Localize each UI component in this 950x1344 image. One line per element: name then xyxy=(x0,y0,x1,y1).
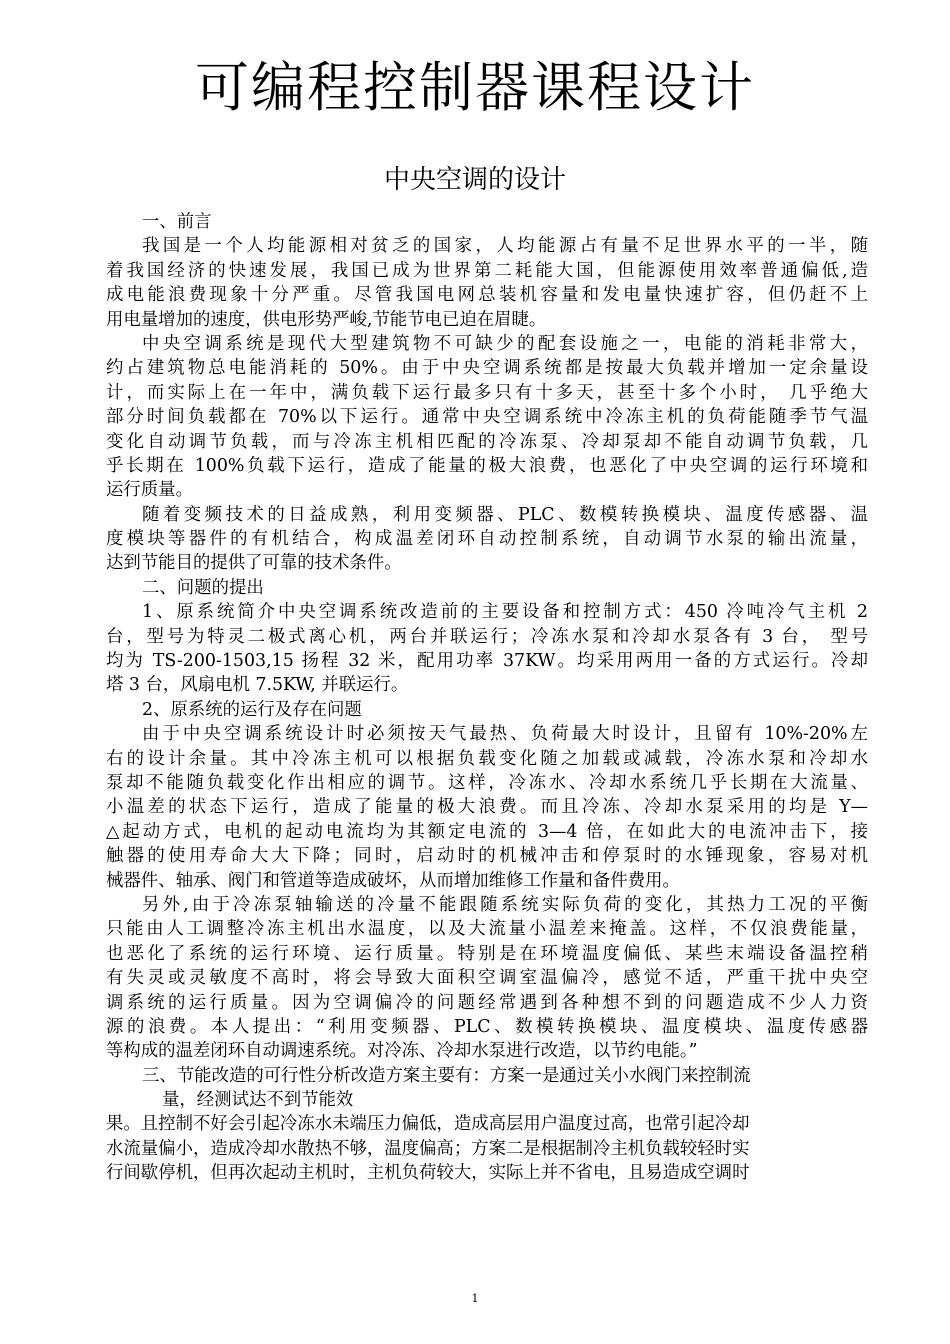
body-line: 度模块等器件的有机结合，构成温差闭环自动控制系统，自动调节水泵的输出流量， xyxy=(106,529,868,550)
document-title: 可编程控制器课程设计 xyxy=(195,56,755,119)
body-line: 2、原系统的运行及存在问题 xyxy=(142,699,362,720)
body-line: 三、节能改造的可行性分析改造方案主要有：方案一是通过关小水阀门来控制流 xyxy=(142,1065,751,1086)
body-line: 源的浪费。本人提出：“利用变频器、PLC、数模转换模块、温度模块、温度传感器 xyxy=(106,1016,868,1037)
body-line: 着我国经济的快速发展，我国已成为世界第二耗能大国，但能源使用效率普通偏低,造 xyxy=(106,260,868,281)
body-line: 变化自动调节负载，而与冷冻主机相匹配的冷冻泵、冷却泵却不能自动调节负载，几 xyxy=(106,431,868,452)
body-line: 塔 3 台，风扇电机 7.5KW, 并联运行。 xyxy=(106,675,409,696)
body-line: △起动方式，电机的起动电流均为其额定电流的 3—4 倍，在如此大的电流冲击下，接 xyxy=(106,821,868,842)
body-line: 部分时间负载都在 70%以下运行。通常中央空调系统中冷冻主机的负荷能随季节气温 xyxy=(106,407,868,428)
body-line: 右的设计余量。其中冷冻主机可以根据负载变化随之加载或减载，冷冻水泵和冷却水 xyxy=(106,748,868,769)
document-body xyxy=(106,210,868,1186)
body-line: 我国是一个人均能源相对贫乏的国家，人均能源占有量不足世界水平的一半，随 xyxy=(142,236,868,257)
body-line: 量，经测试达不到节能效 xyxy=(162,1090,354,1111)
body-line: 成电能浪费现象十分严重。尽管我国电网总装机容量和发电量快速扩容，但仍赶不上 xyxy=(106,285,868,306)
body-line: 随着变频技术的日益成熟，利用变频器、PLC、数模转换模块、温度传感器、温 xyxy=(142,504,868,525)
body-line: 小温差的状态下运行，造成了能量的极大浪费。而且冷冻、冷却水泵采用的均是 Y— xyxy=(106,797,868,818)
body-line: 由于中央空调系统设计时必须按天气最热、负荷最大时设计，且留有 10%-20%左 xyxy=(142,724,868,745)
body-line: 等构成的温差闭环自动调速系统。对冷冻、冷却水泵进行改造，以节约电能。” xyxy=(106,1041,698,1062)
body-line: 只能由人工调整冷冻主机出水温度，以及大流量小温差来掩盖。这样，不仅浪费能量， xyxy=(106,919,868,940)
body-line: 另外,由于冷冻泵轴输送的冷量不能跟随系统实际负荷的变化，其热力工况的平衡 xyxy=(142,894,868,915)
body-line: 一、前言 xyxy=(142,212,212,232)
body-line: 计，而实际上在一年中，满负载下运行最多只有十多天，甚至十多个小时， 几乎绝大 xyxy=(106,382,868,403)
body-line: 达到节能目的提供了可靠的技术条件。 xyxy=(106,553,402,574)
body-line: 运行质量。 xyxy=(106,480,193,501)
body-line: 中央空调系统是现代大型建筑物不可缺少的配套设施之一，电能的消耗非常大， xyxy=(142,333,868,354)
document-subtitle: 中央空调的设计 xyxy=(383,165,566,195)
body-line: 用电量增加的速度，供电形势严峻,节能节电已迫在眉睫。 xyxy=(106,309,547,330)
page-number: 1 xyxy=(471,1292,479,1305)
body-line: 均为 TS-200-1503,15 扬程 32 米，配用功率 37KW。均采用两用一备的方式运行。冷却 xyxy=(106,651,868,672)
body-line: 也恶化了系统的运行环境、运行质量。特别是在环境温度偏低、某些末端设备温控稍 xyxy=(106,943,868,964)
body-line: 触器的使用寿命大大下降；同时，启动时的机械冲击和停泵时的水锤现象，容易对机 xyxy=(106,846,868,867)
body-line: 泵却不能随负载变化作出相应的调节。这样，冷冻水、冷却水系统几乎长期在大流量、 xyxy=(106,772,868,793)
body-line: 1、原系统简介中央空调系统改造前的主要设备和控制方式：450 冷吨冷气主机 2 xyxy=(142,602,868,623)
body-line: 乎长期在 100%负载下运行，造成了能量的极大浪费，也恶化了中央空调的运行环境和 xyxy=(106,455,868,476)
body-line: 果。且控制不好会引起冷冻水未端压力偏低，造成高层用户温度过高，也常引起冷却 xyxy=(106,1114,750,1135)
body-line: 械器件、轴承、阀门和管道等造成破坏，从而增加维修工作量和备件费用。 xyxy=(106,870,680,891)
body-line: 调系统的运行质量。因为空调偏冷的问题经常遇到各种想不到的问题造成不少人力资 xyxy=(106,992,868,1013)
body-line: 二、问题的提出 xyxy=(142,577,264,598)
body-line: 行间歇停机，但再次起动主机时，主机负荷较大，实际上并不省电，且易造成空调时 xyxy=(106,1163,750,1184)
body-line: 有失灵或灵敏度不高时，将会导致大面积空调室温偏冷，感觉不适，严重干扰中央空 xyxy=(106,968,868,989)
body-line: 约占建筑物总电能消耗的 50%。由于中央空调系统都是按最大负载并增加一定余量设 xyxy=(106,358,868,379)
body-line: 水流量偏小，造成冷却水散热不够，温度偏高；方案二是根据制冷主机负载较轻时实 xyxy=(106,1138,750,1159)
body-line: 台，型号为特灵二极式离心机，两台并联运行；冷冻水泵和冷却水泵各有 3 台， 型号 xyxy=(106,626,868,647)
